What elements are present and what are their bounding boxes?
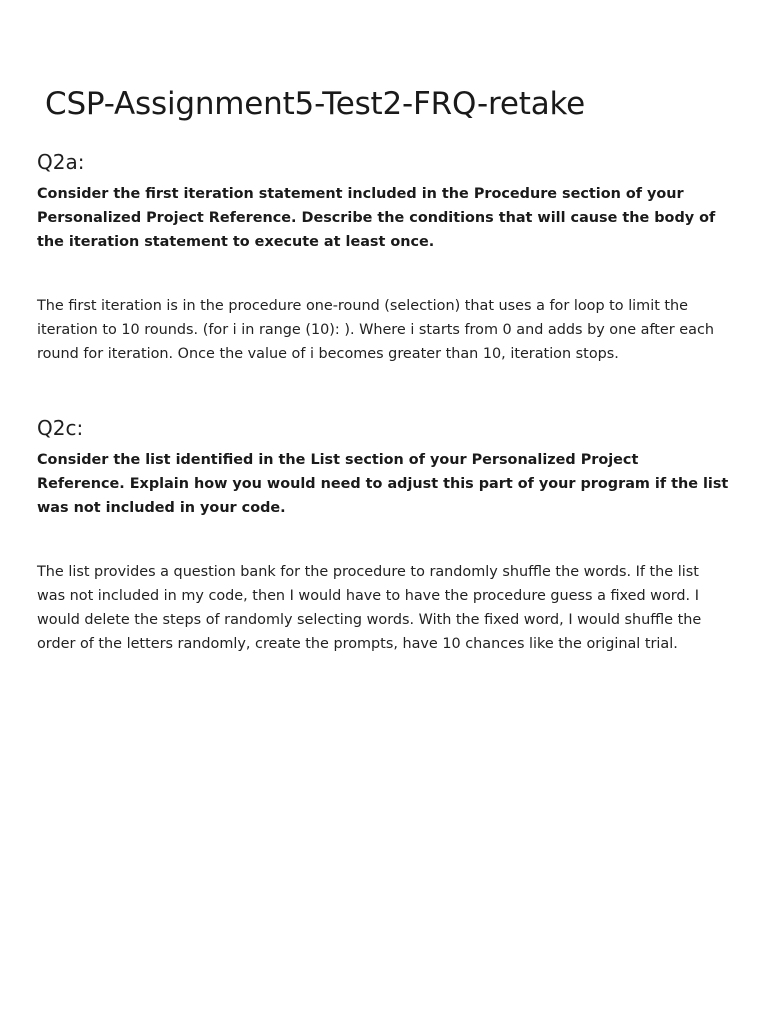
answer-text: The first iteration is in the procedure one-round (selection) that uses a for loop to limit the iteration to 10 rounds. (for i in range (10): ). Where i starts from 0 and adds by one after each round for iteration. Once the value of i becomes greater than 10, iteration stops. <box>37 298 714 362</box>
question-section-q2c <box>37 413 731 656</box>
question-section-q2a <box>37 147 731 366</box>
answer-text: The list provides a question bank for the procedure to randomly shuffle the words. If the list was not included in my code, then I would have to have the procedure guess a fixed word. I would delete the steps of randomly selecting words. With the fixed word, I would shuffle the order of the letters randomly, create the prompts, have 10 chances like the original trial. <box>37 564 702 652</box>
page-title: CSP-Assignment5-Test2-FRQ-retake <box>45 86 586 122</box>
question-label: Q2a: <box>37 150 85 174</box>
question-prompt: Consider the first iteration statement included in the Procedure section of your Personalized Project Reference. Describe the conditions that will cause the body of the iteration statement to execute at least once. <box>37 186 716 250</box>
question-label: Q2c: <box>37 416 84 440</box>
question-prompt: Consider the list identified in the List section of your Personalized Project Reference. Explain how you would need to adjust this part of your program if the list was not included in your code. <box>37 452 729 516</box>
